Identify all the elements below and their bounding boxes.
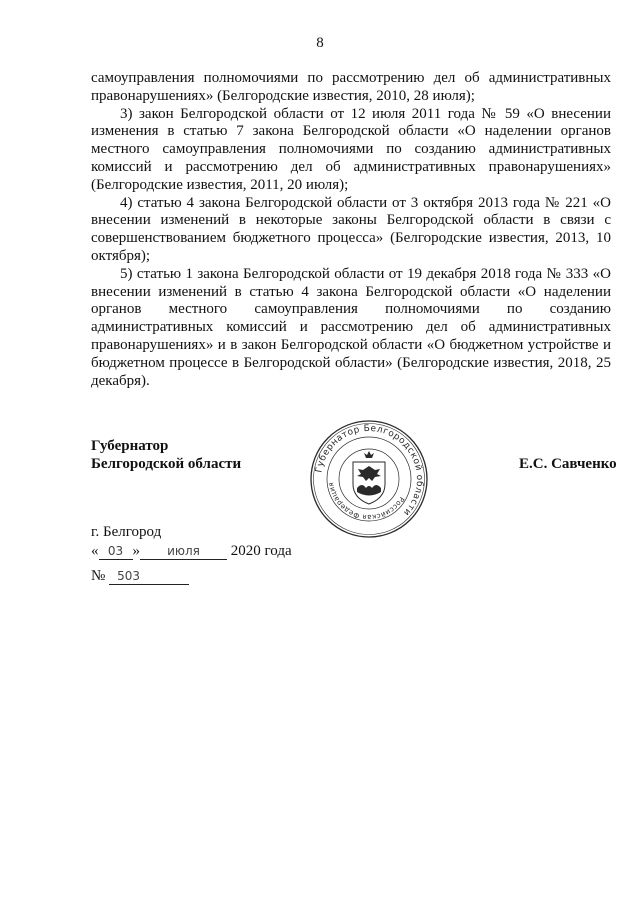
svg-text:Российская Федерация [327, 482, 406, 521]
number-value: 503 [109, 569, 189, 585]
list-item-5: 5) статью 1 закона Белгородской области от 19 декабря 2018 года № 333 «О внесении изменений в статью 4 закона Белгородской области «О наделении органов местного самоуправления полномочиями по созданию административных комиссий и рассмотрению дел об административных правонарушениях» и в закон Белгородской области «О бюджетном устройстве и бюджетном процессе в Белгородской области» (Белгородские известия, 2018, 25 декабря). [91, 265, 611, 389]
signatory-title-line1: Губернатор [91, 438, 169, 454]
law-list [91, 70, 611, 390]
date-quote-close: » [132, 543, 140, 559]
list-item-4: 4) статью 4 закона Белгородской области от 3 октября 2013 года № 221 «О внесении изменений в некоторые законы Белгородской области в связи с совершенствованием бюджетного процесса» (Белгородские известия, 2013, 10 октября); [91, 194, 611, 264]
document-footer [91, 523, 292, 586]
signatory-name: Е.С. Савченко [519, 456, 617, 472]
document-date [91, 542, 292, 561]
number-prefix: № [91, 568, 106, 584]
city-name: г. Белгород [91, 524, 162, 540]
signatory-title [91, 437, 241, 473]
paragraph-continuation: самоуправления полномочиями по рассмотрению дел об административных правонарушениях» (Белгородские известия, 2010, 28 июля); [91, 70, 611, 104]
list-item-3: 3) закон Белгородской области от 12 июля 2011 года № 59 «О внесении изменения в статью 7 закона Белгородской области «О наделении органов местного самоуправления полномочиями по созданию административных комиссий и рассмотрению дел об административных правонарушениях» (Белгородские известия, 2011, 20 июля); [91, 105, 611, 193]
date-year: 2020 года [230, 543, 292, 559]
date-month: июля [140, 544, 227, 560]
date-quote-open: « [91, 543, 99, 559]
seal-outer-text: Губернатор Белгородской области [314, 423, 425, 518]
seal-inner-text: Российская Федерация [327, 481, 406, 522]
signatory-title-line2: Белгородской области [91, 456, 242, 472]
page-number: 8 [316, 35, 324, 51]
coat-of-arms-icon [353, 451, 385, 504]
date-day: 03 [99, 544, 133, 560]
official-seal [308, 418, 430, 540]
document-number [91, 567, 292, 586]
